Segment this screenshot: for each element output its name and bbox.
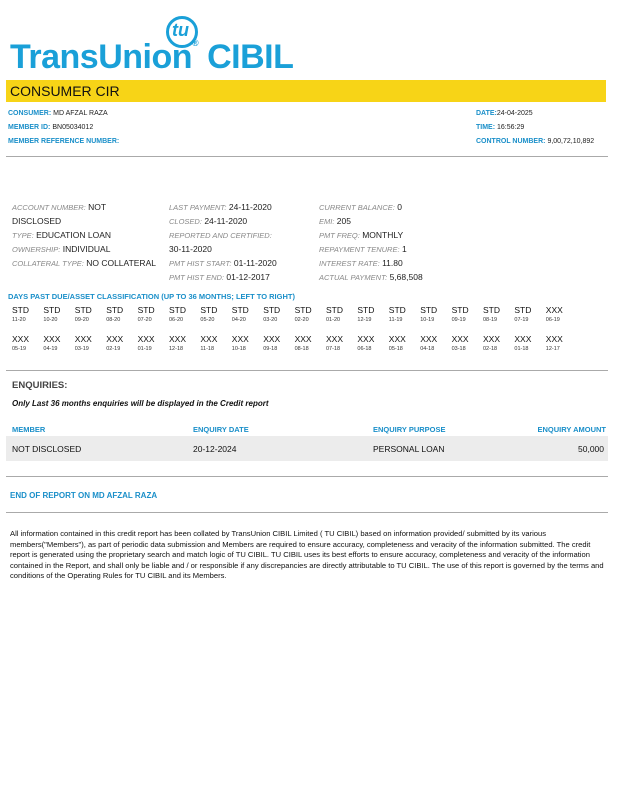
end-of-report: END OF REPORT ON MD AFZAL RAZA (10, 491, 158, 500)
time-info (476, 124, 524, 131)
dpd-status: STD (231, 305, 249, 315)
dpd-status: XXX (12, 334, 30, 344)
dpd-status: XXX (388, 334, 406, 344)
dpd-month: 05-18 (388, 346, 403, 352)
dpd-status: XXX (137, 334, 155, 344)
enquiry-purpose: PERSONAL LOAN (373, 444, 445, 454)
pmt-freq: PMT FREQ: MONTHLY (319, 230, 404, 240)
disclaimer: All information contained in this credit report has been collated by TransUnion CIBIL Limited ( TU CIBIL) based on information provided/ submitted by its various members("Members"), as part of periodic data submission and Members are required to ensure accuracy, completeness and veracity of the information submitted. The credit report is generated using the proprietary search and match logic of TU CIBIL. TU CIBIL uses its best efforts to ensure accuracy, completeness and veracity of the information contained in the Report, and shall only be liable and / or responsible if any discrepancies are directly attributable to TU CIBIL. The use of this report is governed by the terms and conditions of the Operating Rules for TU CIBIL and its Members. (10, 529, 604, 580)
dpd-cell (546, 305, 576, 323)
actual-payment: ACTUAL PAYMENT: 5,68,508 (319, 272, 423, 282)
dpd-cell (12, 334, 42, 352)
logo-brand: TransUnion (10, 38, 193, 76)
dpd-status: XXX (326, 334, 344, 344)
control-number-info (476, 138, 594, 145)
closed-date: CLOSED: 24-11-2020 (169, 216, 248, 226)
dpd-cell (326, 305, 356, 323)
divider (6, 156, 608, 157)
dpd-month: 12-17 (545, 346, 560, 352)
dpd-status: STD (420, 305, 438, 315)
reported-certified-value: 30-11-2020 (169, 244, 212, 254)
account-ownership: OWNERSHIP: INDIVIDUAL (12, 244, 111, 254)
dpd-status: XXX (74, 334, 92, 344)
dpd-status: STD (357, 305, 375, 315)
dpd-month: 04-19 (43, 346, 58, 352)
dpd-cell (106, 305, 136, 323)
dpd-title: DAYS PAST DUE/ASSET CLASSIFICATION (UP TO 36 MONTHS; LEFT TO RIGHT) (8, 292, 295, 301)
dpd-status: STD (137, 305, 155, 315)
interest-rate: INTEREST RATE: 11.80 (319, 258, 403, 268)
enquiry-amount: 50,000 (578, 444, 604, 454)
dpd-cell (514, 305, 544, 323)
dpd-month: 05-19 (12, 346, 27, 352)
dpd-month: 02-20 (294, 317, 309, 323)
col-enquiry-purpose: ENQUIRY PURPOSE (373, 425, 446, 434)
dpd-month: 01-18 (514, 346, 529, 352)
dpd-month: 08-19 (483, 317, 498, 323)
consumer-value: MD AFZAL RAZA (53, 110, 108, 117)
dpd-cell (138, 305, 168, 323)
dpd-cell (357, 334, 387, 352)
account-number-cont: DISCLOSED (12, 216, 62, 226)
report-title-bar (6, 80, 606, 102)
dpd-status: STD (451, 305, 469, 315)
dpd-month: 04-18 (420, 346, 435, 352)
dpd-status: STD (106, 305, 124, 315)
dpd-cell (232, 305, 262, 323)
dpd-month: 10-18 (231, 346, 246, 352)
dpd-status: XXX (169, 334, 187, 344)
logo-reg: ® (192, 38, 199, 48)
logo-wordmark (10, 38, 293, 77)
dpd-month: 05-20 (200, 317, 215, 323)
dpd-status: STD (74, 305, 92, 315)
dpd-month: 02-18 (483, 346, 498, 352)
dpd-status: STD (388, 305, 406, 315)
dpd-cell (295, 305, 325, 323)
account-number: ACCOUNT NUMBER: NOT (12, 202, 107, 212)
dpd-status: XXX (294, 334, 312, 344)
dpd-month: 02-19 (106, 346, 121, 352)
time-value: 16:56:29 (497, 124, 525, 131)
enquiry-date: 20-12-2024 (193, 444, 237, 454)
dpd-month: 01-20 (326, 317, 341, 323)
dpd-status: XXX (451, 334, 469, 344)
dpd-month: 04-20 (231, 317, 246, 323)
dpd-month: 06-20 (169, 317, 184, 323)
dpd-status: XXX (545, 305, 563, 315)
dpd-status: STD (263, 305, 281, 315)
col-member: MEMBER (12, 425, 46, 434)
dpd-cell (106, 334, 136, 352)
dpd-status: XXX (263, 334, 281, 344)
repayment-tenure: REPAYMENT TENURE: 1 (319, 244, 407, 254)
dpd-cell (483, 334, 513, 352)
control-number-label: CONTROL NUMBER: (476, 138, 546, 145)
dpd-month: 07-18 (326, 346, 341, 352)
dpd-status: XXX (43, 334, 61, 344)
dpd-status: XXX (483, 334, 501, 344)
member-ref-info (8, 138, 119, 145)
table-row (6, 436, 608, 461)
col-enquiry-date: ENQUIRY DATE (193, 425, 249, 434)
dpd-month: 06-19 (545, 317, 560, 323)
reported-certified: REPORTED AND CERTIFIED: (169, 231, 272, 240)
member-id-info (8, 124, 93, 131)
dpd-cell (546, 334, 576, 352)
dpd-cell (75, 334, 105, 352)
dpd-cell (169, 334, 199, 352)
dpd-cell (295, 334, 325, 352)
member-ref-label: MEMBER REFERENCE NUMBER: (8, 138, 120, 145)
consumer-info (8, 110, 108, 117)
dpd-status: STD (514, 305, 532, 315)
emi: EMI: 205 (319, 216, 351, 226)
logo-product: CIBIL (207, 38, 294, 76)
dpd-cell (200, 334, 230, 352)
date-value: 24-04-2025 (496, 110, 533, 117)
report-title: CONSUMER CIR (10, 83, 120, 99)
dpd-status: STD (12, 305, 29, 315)
dpd-status: STD (169, 305, 186, 315)
dpd-month: 09-18 (263, 346, 278, 352)
current-balance: CURRENT BALANCE: 0 (319, 202, 402, 212)
dpd-month: 07-20 (137, 317, 152, 323)
dpd-status: XXX (231, 334, 249, 344)
dpd-month: 06-18 (357, 346, 372, 352)
dpd-cell (357, 305, 387, 323)
enquiries-note: Only Last 36 months enquiries will be displayed in the Credit report (12, 399, 269, 408)
account-type: TYPE: EDUCATION LOAN (12, 230, 111, 240)
dpd-status: XXX (200, 334, 218, 344)
dpd-month: 12-19 (357, 317, 372, 323)
transunion-cibil-logo (10, 14, 294, 76)
dpd-month: 03-19 (74, 346, 89, 352)
dpd-cell (452, 305, 482, 323)
divider (6, 512, 608, 513)
member-id-value: BN05034012 (52, 124, 94, 131)
dpd-status: XXX (514, 334, 532, 344)
dpd-month: 08-20 (106, 317, 121, 323)
date-info (476, 110, 533, 117)
control-number-value: 9,00,72,10,892 (547, 138, 595, 145)
dpd-month: 12-18 (169, 346, 184, 352)
dpd-cell (12, 305, 42, 323)
dpd-cell (483, 305, 513, 323)
consumer-label: CONSUMER: (8, 110, 52, 117)
dpd-status: XXX (357, 334, 375, 344)
dpd-cell (43, 305, 73, 323)
dpd-month: 10-19 (420, 317, 435, 323)
dpd-month: 08-18 (294, 346, 309, 352)
dpd-cell (389, 305, 419, 323)
pmt-hist-start: PMT HIST START: 01-11-2020 (169, 258, 277, 268)
pmt-hist-end: PMT HIST END: 01-12-2017 (169, 272, 270, 282)
dpd-status: STD (483, 305, 500, 315)
dpd-cell (326, 334, 356, 352)
dpd-month: 09-19 (451, 317, 466, 323)
dpd-cell (200, 305, 230, 323)
time-label: TIME: (476, 124, 496, 131)
dpd-cell (263, 334, 293, 352)
divider (6, 476, 608, 477)
dpd-cell (389, 334, 419, 352)
dpd-month: 10-20 (43, 317, 58, 323)
dpd-month: 11-20 (12, 317, 26, 323)
dpd-month: 03-20 (263, 317, 278, 323)
dpd-month: 09-20 (74, 317, 89, 323)
last-payment: LAST PAYMENT: 24-11-2020 (169, 202, 272, 212)
dpd-cell (43, 334, 73, 352)
dpd-month: 11-19 (388, 317, 403, 323)
dpd-cell (514, 334, 544, 352)
dpd-month: 01-19 (137, 346, 152, 352)
col-enquiry-amount: ENQUIRY AMOUNT (537, 425, 606, 434)
dpd-status: XXX (106, 334, 124, 344)
member-id-label: MEMBER ID: (8, 124, 51, 131)
dpd-cell (232, 334, 262, 352)
dpd-cell (263, 305, 293, 323)
dpd-cell (420, 334, 450, 352)
enquiry-member: NOT DISCLOSED (12, 444, 82, 454)
dpd-month: 11-18 (200, 346, 215, 352)
enquiries-title: ENQUIRIES: (12, 380, 68, 391)
dpd-status: STD (326, 305, 343, 315)
dpd-status: STD (43, 305, 61, 315)
dpd-status: XXX (420, 334, 438, 344)
dpd-month: 03-18 (451, 346, 466, 352)
account-collateral: COLLATERAL TYPE: NO COLLATERAL (12, 258, 156, 268)
dpd-status: STD (294, 305, 312, 315)
divider (6, 370, 608, 371)
dpd-cell (169, 305, 199, 323)
dpd-cell (452, 334, 482, 352)
dpd-status: XXX (545, 334, 563, 344)
dpd-cell (420, 305, 450, 323)
dpd-cell (138, 334, 168, 352)
dpd-cell (75, 305, 105, 323)
dpd-status: STD (200, 305, 218, 315)
date-label: DATE: (476, 110, 497, 117)
dpd-month: 07-19 (514, 317, 529, 323)
tu-logo-mark: tu (172, 20, 189, 40)
